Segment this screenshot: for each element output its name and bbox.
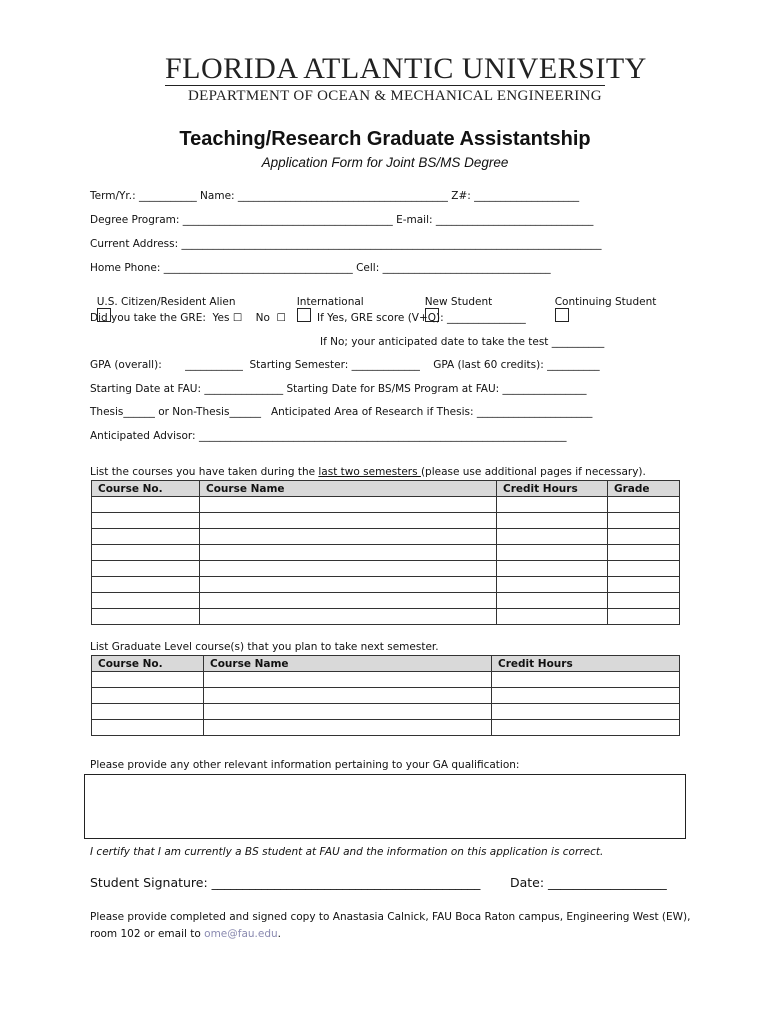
page-subtitle: Application Form for Joint BS/MS Degree (261, 155, 509, 170)
table-cell[interactable] (492, 720, 680, 736)
courses-planned-intro: List Graduate Level course(s) that you plan to take next semester. (90, 641, 439, 653)
col-grade: Grade (608, 481, 680, 497)
table-cell[interactable] (492, 704, 680, 720)
footer-instructions-2: room 102 or email to ome@fau.edu. (90, 928, 281, 940)
col-credit-hours: Credit Hours (492, 656, 680, 672)
col-course-name: Course Name (204, 656, 492, 672)
header-rule (165, 85, 605, 86)
table-cell[interactable] (200, 577, 497, 593)
col-credit-hours: Credit Hours (497, 481, 608, 497)
table-cell[interactable] (608, 529, 680, 545)
advisor-line[interactable]: Anticipated Advisor: ______________________________________________________________________ (90, 430, 567, 442)
col-course-no: Course No. (92, 656, 204, 672)
signature-field[interactable]: Student Signature: ___________________________________________ (90, 875, 481, 890)
table-cell[interactable] (608, 545, 680, 561)
status-citizen-label: U.S. Citizen/Resident Alien (96, 296, 236, 308)
phone-cell-line[interactable]: Home Phone: ____________________________________ Cell: ________________________________ (90, 262, 551, 274)
table-row (92, 672, 680, 688)
table-cell[interactable] (92, 720, 204, 736)
table-cell[interactable] (200, 561, 497, 577)
courses-planned-body (92, 672, 680, 736)
table-row (92, 513, 680, 529)
gre-no-date[interactable]: If No; your anticipated date to take the test __________ (320, 336, 605, 348)
table-row (92, 688, 680, 704)
table-row (92, 609, 680, 625)
table-cell[interactable] (608, 609, 680, 625)
col-course-no: Course No. (92, 481, 200, 497)
table-row (92, 497, 680, 513)
table-cell[interactable] (92, 545, 200, 561)
degree-email-line[interactable]: Degree Program: ________________________________________ E-mail: ______________________________ (90, 214, 594, 226)
courses-taken-table (91, 480, 680, 625)
table-cell[interactable] (92, 593, 200, 609)
table-cell[interactable] (497, 609, 608, 625)
table-cell[interactable] (200, 497, 497, 513)
table-cell[interactable] (200, 545, 497, 561)
table-cell[interactable] (204, 688, 492, 704)
table-cell[interactable] (92, 529, 200, 545)
table-cell[interactable] (200, 593, 497, 609)
status-international-label: International (296, 296, 364, 308)
other-info-label: Please provide any other relevant information pertaining to your GA qualification: (90, 759, 520, 771)
courses-planned-table (91, 655, 680, 736)
table-cell[interactable] (492, 672, 680, 688)
col-course-name: Course Name (200, 481, 497, 497)
table-cell[interactable] (200, 609, 497, 625)
table-cell[interactable] (92, 513, 200, 529)
courses-taken-body (92, 497, 680, 625)
table-cell[interactable] (608, 497, 680, 513)
table-cell[interactable] (92, 577, 200, 593)
gre-question[interactable]: Did you take the GRE: Yes ☐ No ☐ (90, 312, 286, 324)
table-row (92, 720, 680, 736)
table-row (92, 593, 680, 609)
page-title: Teaching/Research Graduate Assistantship (179, 128, 591, 150)
table-cell[interactable] (92, 609, 200, 625)
address-line[interactable]: Current Address: ________________________________________________________________________________ (90, 238, 602, 250)
table-cell[interactable] (497, 577, 608, 593)
email-link[interactable]: ome@fau.edu (204, 928, 278, 940)
gpa-line[interactable]: GPA (overall): ___________ Starting Semester: _____________ GPA (last 60 credits): __________ (90, 359, 600, 371)
table-cell[interactable] (608, 577, 680, 593)
table-row (92, 704, 680, 720)
table-row (92, 561, 680, 577)
thesis-line[interactable]: Thesis______ or Non-Thesis______ Anticipated Area of Research if Thesis: ______________________ (90, 406, 593, 418)
table-cell[interactable] (204, 720, 492, 736)
term-name-z-line[interactable]: Term/Yr.: ___________ Name: ________________________________________ Z#: ____________________ (90, 190, 580, 202)
table-cell[interactable] (497, 513, 608, 529)
table-row (92, 529, 680, 545)
courses-taken-intro: List the courses you have taken during the last two semesters (please use additional pages if necessary). (90, 466, 646, 478)
table-cell[interactable] (200, 513, 497, 529)
table-header-row (92, 481, 680, 497)
starting-date-line[interactable]: Starting Date at FAU: _______________ Starting Date for BS/MS Program at FAU: ________________ (90, 383, 587, 395)
certification-statement: I certify that I am currently a BS student at FAU and the information on this application is correct. (90, 846, 604, 858)
table-cell[interactable] (92, 688, 204, 704)
status-continuing-label: Continuing Student (554, 296, 657, 308)
table-header-row (92, 656, 680, 672)
table-cell[interactable] (608, 593, 680, 609)
status-continuing (548, 284, 656, 322)
table-cell[interactable] (608, 513, 680, 529)
table-cell[interactable] (497, 561, 608, 577)
table-cell[interactable] (92, 704, 204, 720)
table-cell[interactable] (204, 704, 492, 720)
table-row (92, 545, 680, 561)
department-name: DEPARTMENT OF OCEAN & MECHANICAL ENGINEERING (188, 88, 602, 104)
footer-instructions: Please provide completed and signed copy to Anastasia Calnick, FAU Boca Raton campus, Engineering West (EW), (90, 911, 691, 923)
table-cell[interactable] (92, 497, 200, 513)
date-field[interactable]: Date: ___________________ (510, 875, 667, 890)
table-cell[interactable] (608, 561, 680, 577)
status-new-label: New Student (424, 296, 493, 308)
table-cell[interactable] (92, 561, 200, 577)
international-checkbox[interactable] (297, 308, 311, 322)
table-cell[interactable] (497, 497, 608, 513)
other-info-textarea[interactable] (84, 774, 686, 839)
table-cell[interactable] (497, 593, 608, 609)
gre-yes-score[interactable]: If Yes, GRE score (V+Q): _______________ (317, 312, 526, 324)
table-cell[interactable] (497, 545, 608, 561)
university-name: FLORIDA ATLANTIC UNIVERSITY (165, 52, 647, 85)
continuing-student-checkbox[interactable] (555, 308, 569, 322)
table-cell[interactable] (200, 529, 497, 545)
table-cell[interactable] (497, 529, 608, 545)
table-cell[interactable] (492, 688, 680, 704)
table-cell[interactable] (92, 672, 204, 688)
table-cell[interactable] (204, 672, 492, 688)
table-row (92, 577, 680, 593)
